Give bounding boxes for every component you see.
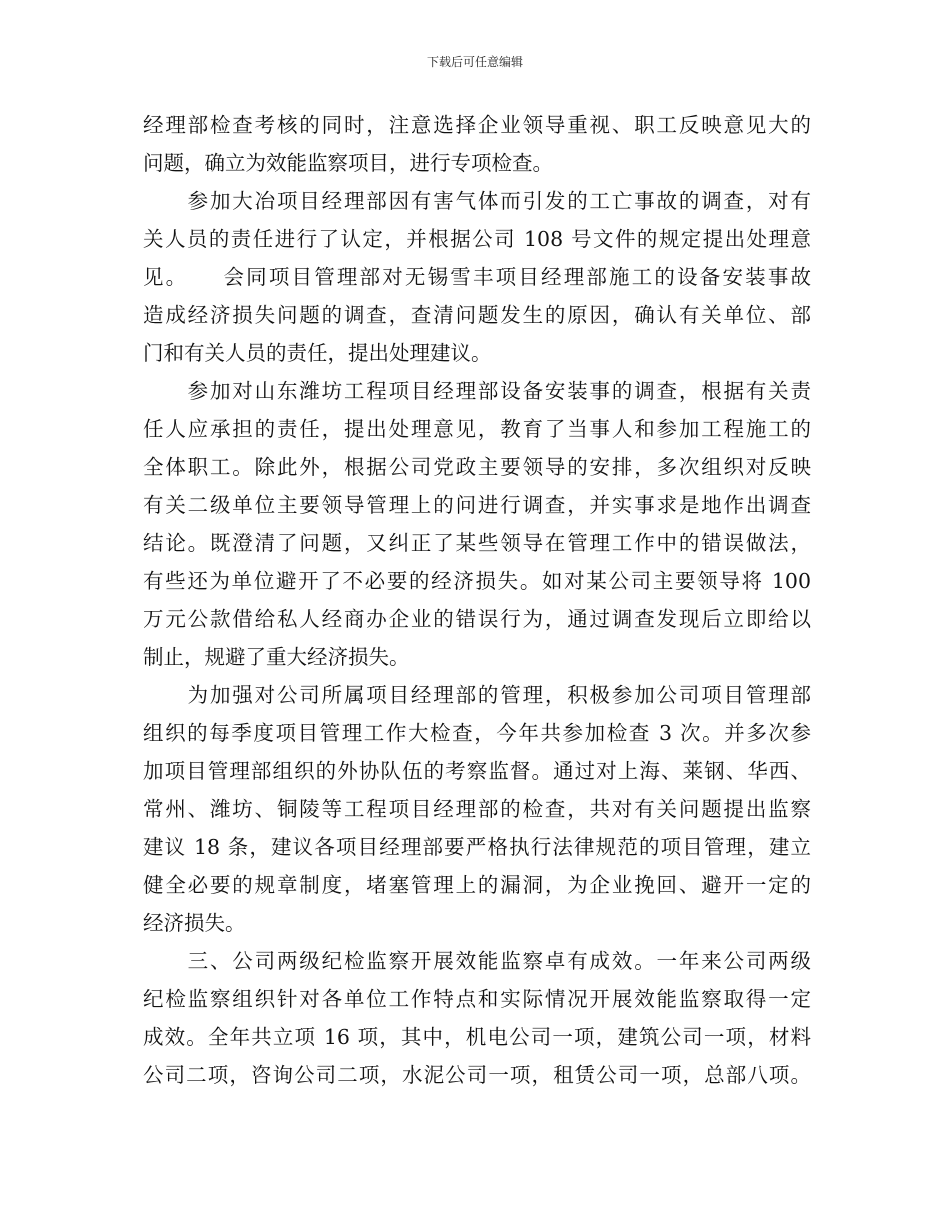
text-line: 健全必要的规章制度，堵塞管理上的漏洞，为企业挽回、避开一定的 xyxy=(143,873,811,897)
text-line: 制止，规避了重大经济损失。 xyxy=(143,645,410,669)
text-line: 成效。全年共立项 16 项，其中，机电公司一项，建筑公司一项，材料 xyxy=(143,1025,811,1049)
text-line: 全体职工。除此外，根据公司党政主要领导的安排，多次组织对反映 xyxy=(143,455,811,479)
text-line: 造成经济损失问题的调查，查清问题发生的原因，确认有关单位、部 xyxy=(143,303,811,327)
text-line: 为加强对公司所属项目经理部的管理，积极参加公司项目管理部 xyxy=(143,683,811,707)
text-line: 问题，确立为效能监察项目，进行专项检查。 xyxy=(143,151,553,175)
text-line: 参加大冶项目经理部因有害气体而引发的工亡事故的调查，对有 xyxy=(143,189,811,213)
text-line: 公司二项，咨询公司二项，水泥公司一项，租赁公司一项，总部八项。 xyxy=(143,1063,811,1087)
text-line: 组织的每季度项目管理工作大检查，今年共参加检查 3 次。并多次参 xyxy=(143,721,811,745)
text-line: 门和有关人员的责任，提出处理建议。 xyxy=(143,341,492,365)
text-line: 有些还为单位避开了不必要的经济损失。如对某公司主要领导将 100 xyxy=(143,569,811,593)
text-line: 经理部检查考核的同时，注意选择企业领导重视、职工反映意见大的 xyxy=(143,113,811,137)
text-line: 三、公司两级纪检监察开展效能监察卓有成效。一年来公司两级 xyxy=(143,949,811,973)
text-line: 任人应承担的责任，提出处理意见，教育了当事人和参加工程施工的 xyxy=(143,417,811,441)
text-line: 有关二级单位主要领导管理上的问进行调查，并实事求是地作出调查 xyxy=(143,493,811,517)
text-line: 常州、潍坊、铜陵等工程项目经理部的检查，共对有关问题提出监察 xyxy=(143,797,811,821)
text-line: 结论。既澄清了问题，又纠正了某些领导在管理工作中的错误做法， xyxy=(143,531,811,555)
text-line: 万元公款借给私人经商办企业的错误行为，通过调查发现后立即给以 xyxy=(143,607,811,631)
text-line: 参加对山东潍坊工程项目经理部设备安装事的调查，根据有关责 xyxy=(143,379,811,403)
text-line: 见。 会同项目管理部对无锡雪丰项目经理部施工的设备安装事故 xyxy=(143,265,811,289)
text-line: 建议 18 条，建议各项目经理部要严格执行法律规范的项目管理，建立 xyxy=(143,835,811,859)
text-line: 关人员的责任进行了认定，并根据公司 108 号文件的规定提出处理意 xyxy=(143,227,811,251)
text-line: 加项目管理部组织的外协队伍的考察监督。通过对上海、莱钢、华西、 xyxy=(143,759,811,783)
text-line: 经济损失。 xyxy=(143,911,246,935)
document-body xyxy=(143,106,811,1094)
page-header: 下载后可任意编辑 xyxy=(426,55,523,69)
text-line: 纪检监察组织针对各单位工作特点和实际情况开展效能监察取得一定 xyxy=(143,987,811,1011)
